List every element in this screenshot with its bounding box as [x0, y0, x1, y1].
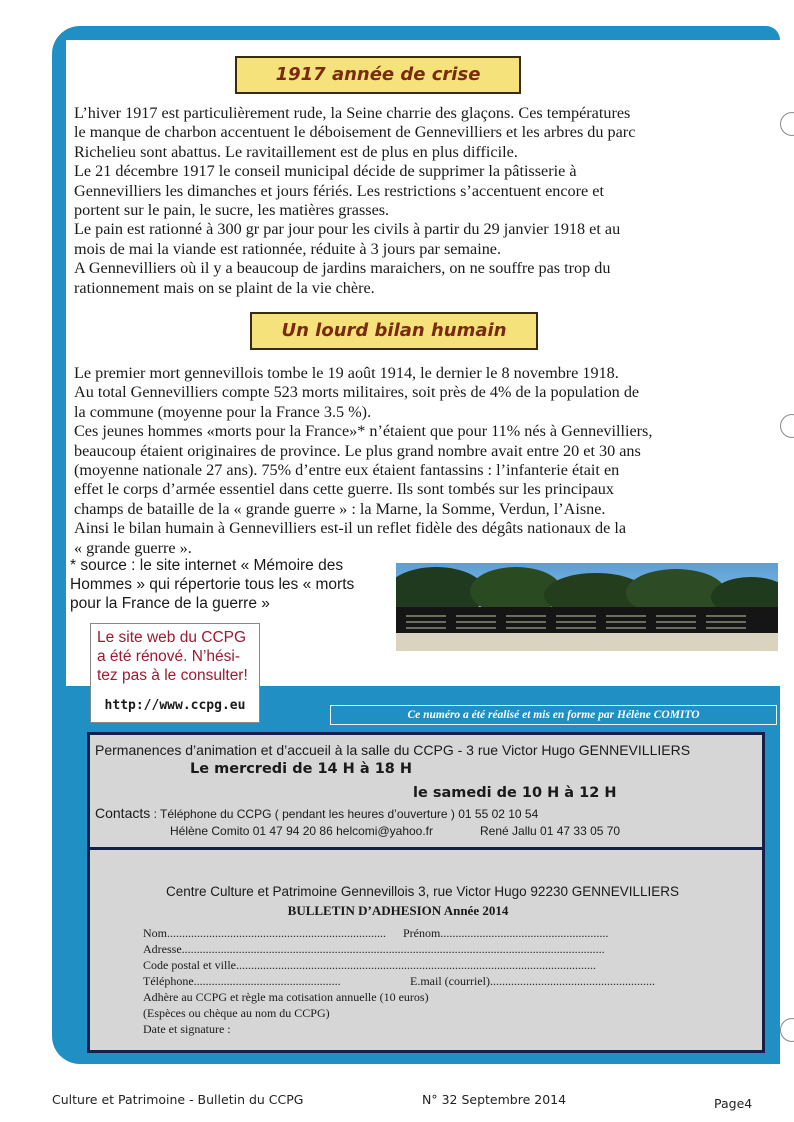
form-field-code[interactable]: Code postal et ville........................................................................................................................ — [143, 958, 596, 972]
notice-line: tez pas à le consulter! — [97, 667, 248, 684]
text-line: Le premier mort gennevillois tombe le 19 août 1914, le dernier le 8 novembre 1918. — [74, 364, 619, 382]
text-line: Le 21 décembre 1917 le conseil municipal décide de supprimer la pâtisserie à — [74, 162, 577, 181]
source-line: pour la France de la guerre » — [70, 595, 270, 612]
source-note — [70, 556, 395, 613]
text-line: champs de bataille de la « grande guerre » : la Marne, la Somme, Verdun, l’Aisne. — [74, 499, 606, 518]
footer-page-number: Page4 — [714, 1096, 753, 1111]
section-toll-text — [74, 364, 778, 558]
text-line: A Gennevilliers où il y a beaucoup de jardins maraichers, on ne souffre pas trop du — [74, 259, 611, 278]
notice-line: a été rénové. N’hési- — [97, 648, 241, 665]
text-line: portent sur le pain, le sucre, les matières grasses. — [74, 201, 390, 220]
text-line: le manque de charbon accentuent le déboisement de Gennevilliers et les arbres du parc — [74, 123, 636, 142]
footer-issue: N° 32 Septembre 2014 — [422, 1092, 567, 1107]
contact-comito: Hélène Comito 01 47 94 20 86 helcomi@yahoo.fr — [170, 824, 434, 838]
form-field-nom[interactable]: Nom......................................................................... — [143, 926, 386, 940]
notice-line: Le site web du CCPG — [97, 629, 247, 646]
form-title: BULLETIN D’ADHESION Année 2014 — [287, 903, 509, 918]
form-adhere: Adhère au CCPG et règle ma cotisation annuelle (10 euros) — [143, 990, 429, 1004]
text-line: effet le corps d’armée essentiel dans cette guerre. Ils sont tombés sur les principaux — [74, 480, 614, 499]
contacts-line — [95, 805, 538, 821]
section-heading-toll: Un lourd bilan humain — [250, 312, 538, 350]
form-org: Centre Culture et Patrimoine Gennevillois 3, rue Victor Hugo 92230 GENNEVILLIERS — [166, 884, 680, 899]
contact-jallu: René Jallu 01 47 33 05 70 — [480, 824, 621, 838]
text-line: « grande guerre ». — [74, 538, 192, 557]
wednesday-hours: Le mercredi de 14 H à 18 H — [190, 761, 413, 777]
issue-credit: Ce numéro a été réalisé et mis en forme par Hélène COMITO — [330, 705, 777, 725]
memorial-photo — [396, 563, 778, 651]
text-line: mois de mai la viande est rationnée, réduite à 3 jours par semaine. — [74, 239, 502, 258]
contacts-phone: : Téléphone du CCPG ( pendant les heures d’ouverture ) 01 55 02 10 54 — [150, 807, 539, 821]
binder-hole-icon — [780, 112, 794, 136]
text-line: Ces jeunes hommes «morts pour la France»* n’étaient que pour 11% nés à Gennevilliers, — [74, 422, 653, 441]
text-line: Le pain est rationné à 300 gr par jour pour les civils à partir du 29 janvier 1918 et au — [74, 220, 621, 239]
membership-form-box — [87, 847, 765, 1053]
text-line: Au total Gennevilliers compte 523 morts militaires, soit près de 4% de la population de — [74, 383, 640, 402]
text-line: rationnement mais on se plaint de la vie chère. — [74, 278, 375, 297]
source-line: Hommes » qui répertorie tous les « morts — [70, 576, 355, 593]
contacts-label: Contacts — [95, 805, 151, 821]
form-field-telephone[interactable]: Téléphone................................................. — [143, 974, 341, 988]
text-line: L’hiver 1917 est particulièrement rude, la Seine charrie des glaçons. Ces températures — [74, 104, 631, 122]
text-line: Richelieu sont abattus. Le ravitaillement est de plus en plus difficile. — [74, 142, 518, 161]
source-line: * source : le site internet « Mémoire des — [70, 557, 344, 574]
footer-publication: Culture et Patrimoine - Bulletin du CCPG — [52, 1092, 304, 1107]
text-line: (moyenne nationale 27 ans). 75% d’entre eux étaient fantassins : l’infanterie était en — [74, 461, 620, 480]
website-notice — [90, 623, 260, 723]
form-field-adresse[interactable]: Adresse............................................................................................................................................. — [143, 942, 605, 956]
website-link[interactable]: http://www.ccpg.eu — [104, 698, 246, 713]
form-paiement: (Espèces ou chèque au nom du CCPG) — [143, 1006, 330, 1020]
binder-hole-icon — [780, 1018, 794, 1042]
form-field-email[interactable]: E.mail (courriel)....................................................... — [410, 974, 655, 988]
text-line: beaucoup étaient originaires de province. Le plus grand nombre avait entre 20 et 30 ans — [74, 441, 641, 460]
permanences-box — [87, 732, 765, 850]
permanences-intro: Permanences d’animation et d’accueil à la salle du CCPG - 3 rue Victor Hugo GENNEVILLIERS — [95, 742, 691, 758]
binder-hole-icon — [780, 414, 794, 438]
form-field-prenom[interactable]: Prénom........................................................ — [403, 926, 609, 940]
text-line: la commune (moyenne pour la France 3.5 %). — [74, 402, 372, 421]
text-line: Gennevilliers les dimanches et jours fériés. Les restrictions s’accentuent encore et — [74, 181, 604, 200]
saturday-hours: le samedi de 10 H à 12 H — [413, 785, 617, 801]
form-field-date[interactable]: Date et signature : — [143, 1022, 231, 1036]
section-crisis-text — [74, 104, 778, 298]
section-heading-crisis: 1917 année de crise — [235, 56, 521, 94]
text-line: Ainsi le bilan humain à Gennevilliers est-il un reflet fidèle des dégâts nationaux de la — [74, 519, 627, 538]
